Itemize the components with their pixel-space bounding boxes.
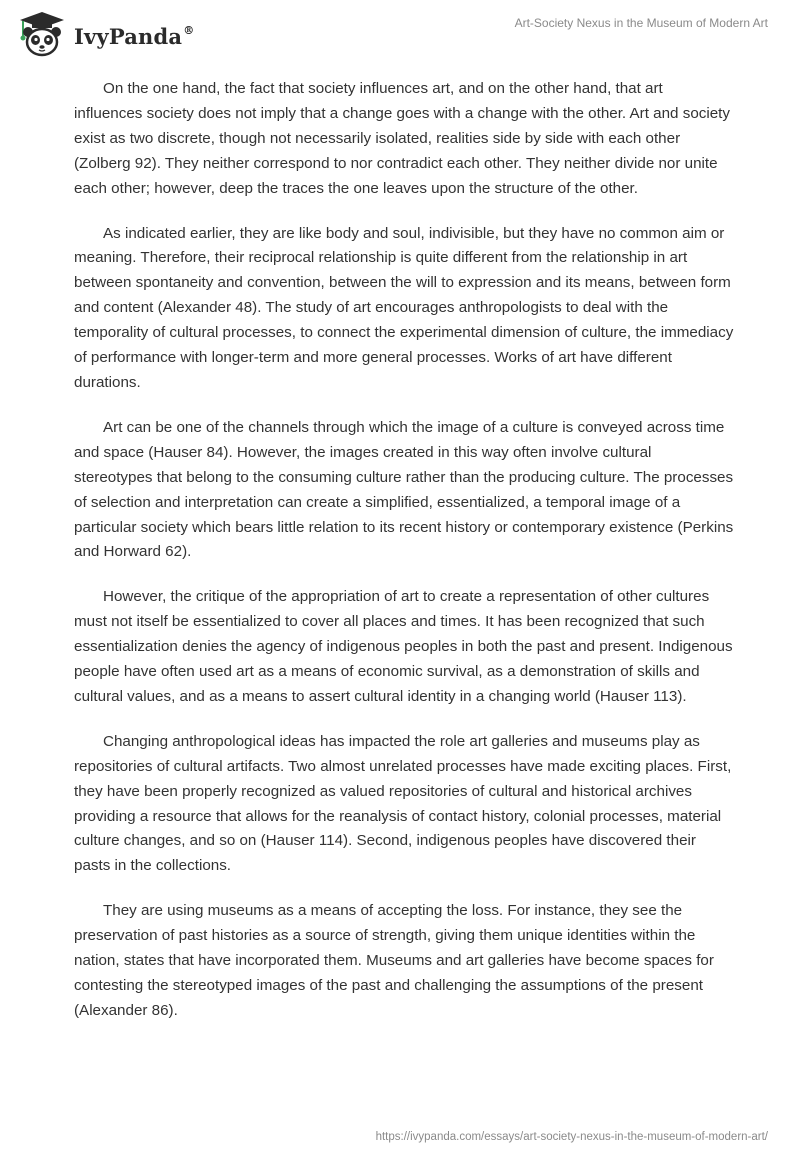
registered-mark: ® [183,23,195,37]
brand-logo[interactable] [14,10,194,58]
essay-body [74,77,734,1044]
paragraph: On the one hand, the fact that society influences art, and on the other hand, that art influences society does not imply that a change goes with a change with the other. Art and society exist as two discrete, though not necessarily isolated, realities side by side with each other (Zolberg 92). They neither correspond to nor contradict each other. They neither divide nor unite each other; however, deep the traces the one leaves upon the structure of the other. [74,80,730,197]
brand-name-text: IvyPanda [74,23,183,49]
page-header [0,0,800,70]
paragraph: However, the critique of the appropriation of art to create a representation of other cultures must not itself be essentialized to cover all places and times. It has been recognized that such essentialization denies the agency of indigenous peoples in both the past and present. Indigenous people have often used art as a means of economic survival, as a demonstration of skills and cultural values, and as a means to assert cultural identity in a changing world (Hauser 113). [74,588,733,705]
document-title: Art-Society Nexus in the Museum of Modern Art [514,16,768,30]
panda-graduate-icon [14,10,70,58]
paragraph: As indicated earlier, they are like body and soul, indivisible, but they have no common aim or meaning. Therefore, their reciprocal relationship is quite different from the relationship in art between spontaneity and convention, between the will to expression and its means, between form and content (Alexander 48). The study of art encourages anthropologists to deal with the temporality of cultural processes, to connect the experimental dimension of culture, the immediacy of performance with longer-term and more general processes. Works of art have different durations. [74,224,734,391]
source-url[interactable]: https://ivypanda.com/essays/art-society-nexus-in-the-museum-of-modern-art/ [375,1131,768,1143]
brand-name [74,24,194,49]
paragraph: Art can be one of the channels through which the image of a culture is conveyed across time and space (Hauser 84). However, the images created in this way often involve cultural stereotypes that belong to the consuming culture rather than the producing culture. The processes of selection and interpretation can create a simplified, essentialized, a temporal image of a particular society which bears little relation to its recent history or contemporary existence (Perkins and Horward 62). [74,418,734,561]
paragraph: Changing anthropological ideas has impacted the role art galleries and museums play as repositories of cultural artifacts. Two almost unrelated processes have made exciting places. First, they have been properly recognized as valued repositories of cultural and historical archives providing a resource that allows for the reanalysis of contact history, colonial processes, material culture changes, and so on (Hauser 114). Second, indigenous peoples have discovered their pasts in the collections. [74,732,732,875]
paragraph: They are using museums as a means of accepting the loss. For instance, they see the preservation of past histories as a source of strength, giving them unique identities within the nation, states that have incorporated them. Museums and art galleries have become spaces for contesting the stereotyped images of the past and challenging the assumptions of the present (Alexander 86). [74,902,714,1019]
